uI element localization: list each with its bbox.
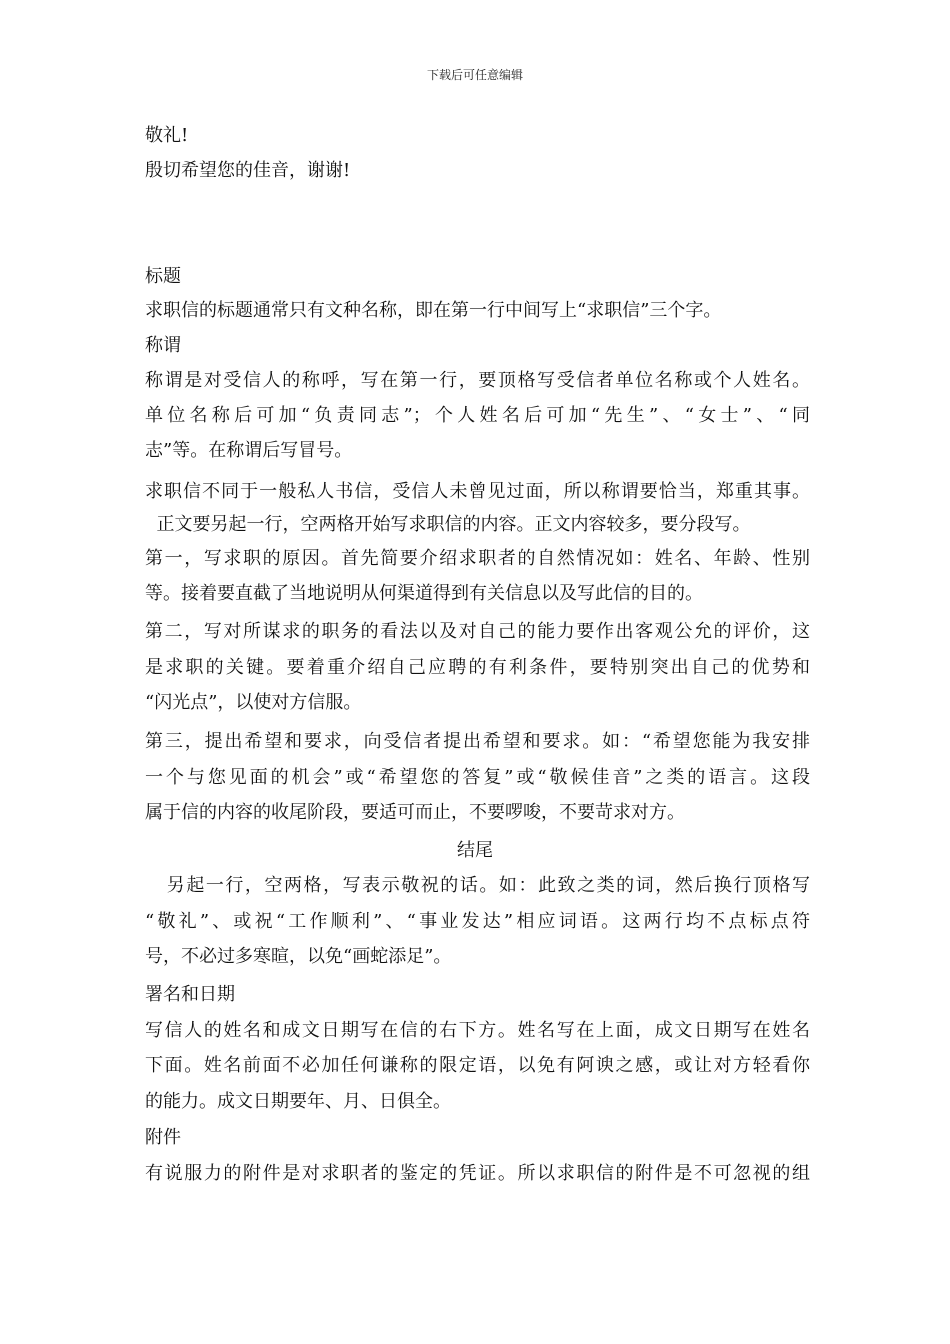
text-line: 的能力。成文日期要年、月、日俱全。	[145, 1091, 451, 1112]
text-line: 另起一行，空两格，写表示敬祝的话。如：此致之类的词，然后换行顶格写	[145, 875, 810, 896]
text-line: 殷切希望您的佳音，谢谢!	[145, 160, 351, 181]
heading-signature-date: 署名和日期	[145, 984, 235, 1005]
text-line: 求职信的标题通常只有文种名称，即在第一行中间写上“求职信”三个字。	[145, 300, 722, 321]
heading-title: 标题	[145, 266, 181, 287]
text-line: 求职信不同于一般私人书信，受信人未曾见过面，所以称谓要恰当，郑重其事。	[145, 481, 810, 502]
text-line: 第一，写求职的原因。首先简要介绍求职者的自然情况如：姓名、年龄、性别	[145, 548, 810, 569]
text-line: 有说服力的附件是对求职者的鉴定的凭证。所以求职信的附件是不可忽视的组	[145, 1163, 810, 1184]
text-line: 单位名称后可加“负责同志”；个人姓名后可加“先生”、“女士”、“同	[145, 405, 810, 426]
text-line: 第三，提出希望和要求，向受信者提出希望和要求。如：“希望您能为我安排	[145, 731, 810, 752]
text-line: 志”等。在称谓后写冒号。	[145, 440, 353, 461]
text-line: 正文要另起一行，空两格开始写求职信的内容。正文内容较多，要分段写。	[145, 514, 751, 535]
text-line: 属于信的内容的收尾阶段，要适可而止，不要啰唆，不要苛求对方。	[145, 802, 685, 823]
text-line: 称谓是对受信人的称呼，写在第一行，要顶格写受信者单位名称或个人姓名。	[145, 370, 810, 391]
text-line: “敬礼”、或祝“工作顺利”、“事业发达”相应词语。这两行均不点标点符	[145, 911, 810, 932]
heading-ending: 结尾	[457, 840, 493, 861]
heading-salutation: 称谓	[145, 335, 181, 356]
page-header: 下载后可任意编辑	[426, 68, 523, 82]
text-line: 是求职的关键。要着重介绍自己应聘的有利条件，要特别突出自己的优势和	[145, 657, 810, 678]
text-line: 等。接着要直截了当地说明从何渠道得到有关信息以及写此信的目的。	[145, 583, 703, 604]
heading-attachment: 附件	[145, 1127, 181, 1148]
text-line: 下面。姓名前面不必加任何谦称的限定语，以免有阿谀之感，或让对方轻看你	[145, 1055, 810, 1076]
text-line: 写信人的姓名和成文日期写在信的右下方。姓名写在上面，成文日期写在姓名	[145, 1020, 810, 1041]
text-line: 一个与您见面的机会”或“希望您的答复”或“敬候佳音”之类的语言。这段	[145, 767, 810, 788]
text-line: 号，不必过多寒暄，以免“画蛇添足”。	[145, 946, 452, 967]
text-line: 敬礼!	[145, 125, 189, 146]
text-line: 第二，写对所谋求的职务的看法以及对自己的能力要作出客观公允的评价，这	[145, 621, 810, 642]
text-line: “闪光点”，以使对方信服。	[145, 692, 362, 713]
